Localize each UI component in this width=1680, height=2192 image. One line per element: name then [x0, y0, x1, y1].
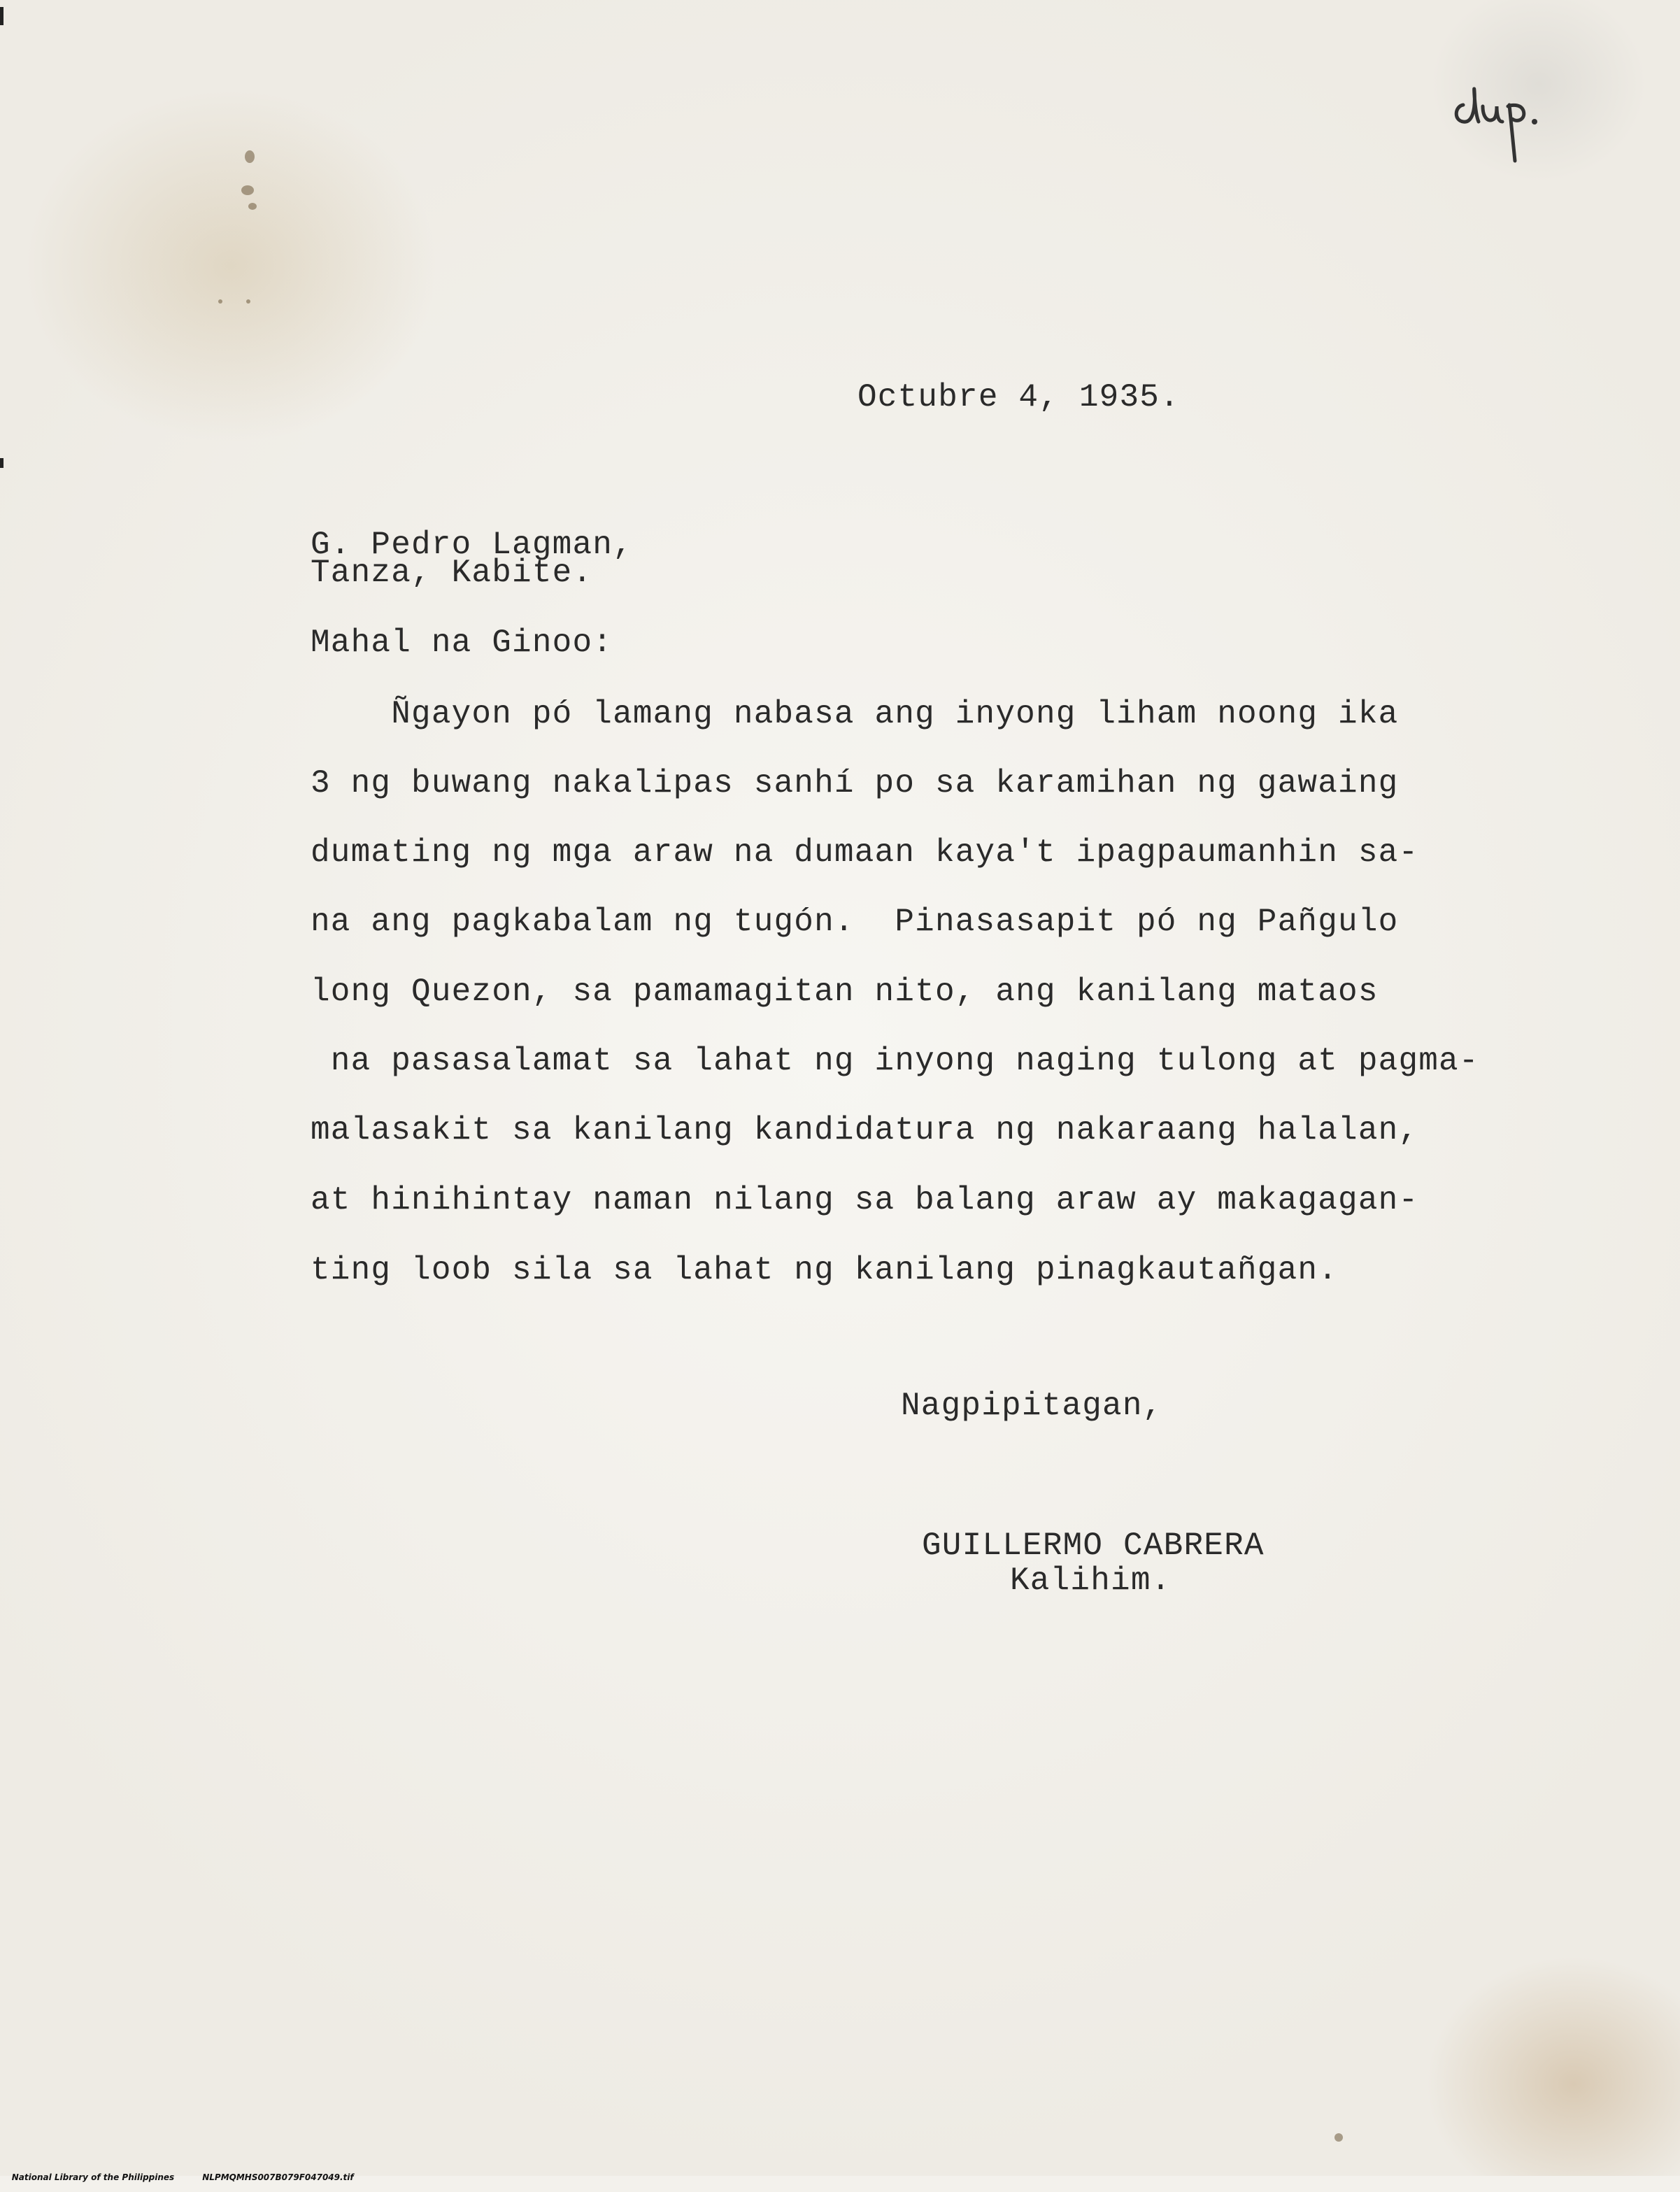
stain-spot: [245, 150, 255, 163]
archive-footer: [0, 2163, 354, 2192]
stain-spot: [241, 185, 254, 195]
letter-body-line: Ñgayon pó lamang nabasa ang inyong liham noong ika: [311, 696, 1399, 732]
stain-spot: [1334, 2133, 1343, 2142]
letter-body-line: na pasasalamat sa lahat ng inyong naging tulong at pagma-: [311, 1043, 1479, 1079]
letter-body-line: long Quezon, sa pamamagitan nito, ang kanilang mataos: [311, 974, 1379, 1010]
salutation: Mahal na Ginoo:: [311, 625, 613, 661]
stain-spot: [248, 203, 257, 210]
signatory-name: GUILLERMO CABRERA: [922, 1528, 1265, 1564]
stain-spot: [218, 299, 222, 304]
letter-body-line: malasakit sa kanilang kandidatura ng nakaraang halalan,: [311, 1112, 1419, 1148]
edge-mark: [0, 7, 3, 25]
letter-body-line: 3 ng buwang nakalipas sanhí po sa karamihan ng gawaing: [311, 765, 1399, 802]
letter-body-line: ting loob sila sa lahat ng kanilang pinagkautañgan.: [311, 1252, 1339, 1288]
letter-body-line: dumating ng mga araw na dumaan kaya't ipagpaumanhin sa-: [311, 834, 1419, 871]
edge-mark: [0, 458, 3, 468]
stain-spot: [246, 299, 250, 304]
handwritten-annotation-dup: [1448, 63, 1560, 168]
recipient-name: G. Pedro Lagman,: [311, 527, 633, 563]
closing: Nagpipitagan,: [901, 1388, 1163, 1424]
signatory-title: Kalihim.: [1010, 1563, 1172, 1599]
letter-date: Octubre 4, 1935.: [857, 379, 1180, 415]
footer-reference: NLPMQMHS007B079F047049.tif: [202, 2172, 354, 2182]
recipient-address: Tanza, Kabite.: [311, 555, 593, 591]
letter-body-line: na ang pagkabalam ng tugón. Pinasasapit pó ng Pañgulo: [311, 904, 1399, 940]
letter-body-line: at hinihintay naman nilang sa balang araw ay makagagan-: [311, 1182, 1419, 1218]
footer-library: National Library of the Philippines: [11, 2172, 175, 2182]
